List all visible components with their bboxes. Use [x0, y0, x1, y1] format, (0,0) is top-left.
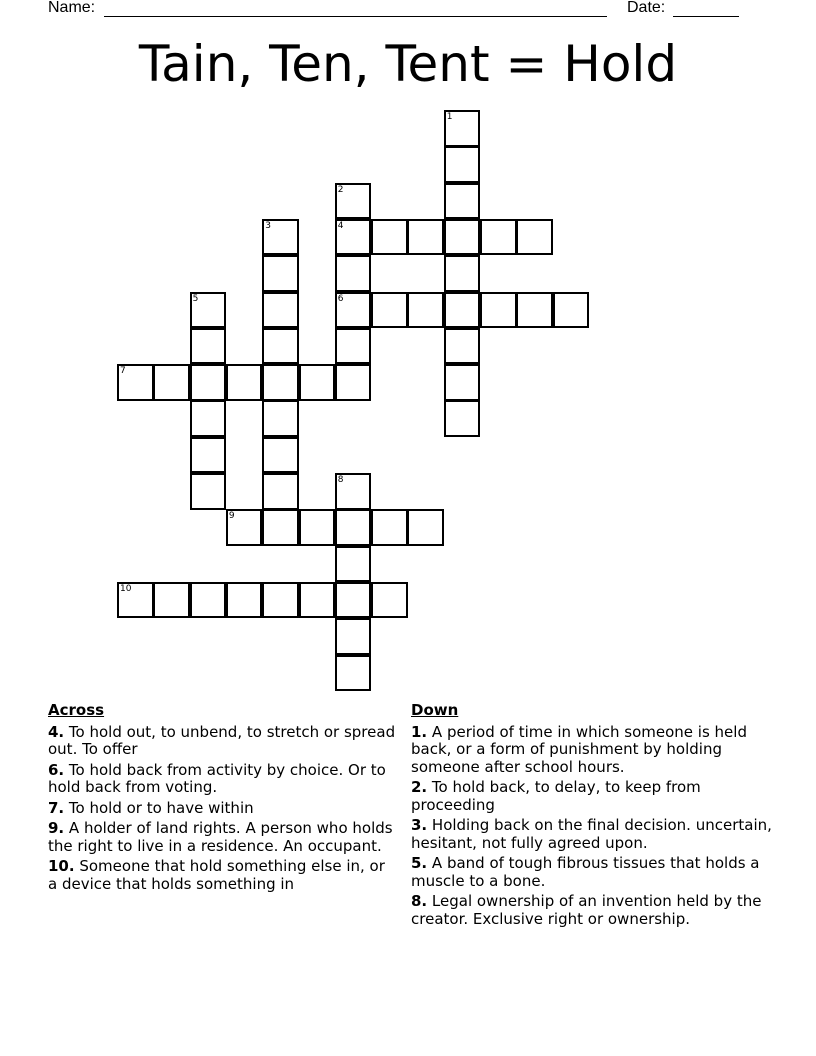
clue-text: To hold out, to unbend, to stretch or spread out. To offer	[48, 722, 396, 758]
clue-number: 4	[337, 220, 344, 231]
grid-cell[interactable]	[335, 655, 372, 692]
clue-number-label: 8.	[411, 892, 428, 910]
grid-cell[interactable]	[335, 546, 372, 583]
across-clues	[48, 702, 398, 896]
clue-number-label: 4.	[48, 722, 65, 741]
date-label: Date:	[627, 0, 666, 16]
grid-cell[interactable]	[226, 509, 263, 546]
grid-cell[interactable]	[444, 255, 481, 292]
grid-cell[interactable]	[262, 400, 299, 437]
grid-cell[interactable]	[444, 328, 481, 365]
grid-cell[interactable]	[262, 292, 299, 329]
grid-cell[interactable]	[262, 255, 299, 292]
grid-cell[interactable]	[335, 183, 372, 220]
grid-cell[interactable]	[371, 292, 408, 329]
clue-text: To hold or to have within	[64, 798, 254, 817]
grid-cell[interactable]	[299, 509, 336, 546]
clue-down-1	[411, 724, 781, 777]
grid-cell[interactable]	[480, 292, 517, 329]
clue-number-label: 5.	[411, 854, 428, 872]
clue-text: Someone that hold something else in, or a device that holds something in	[48, 857, 385, 893]
clue-across-4	[48, 724, 398, 759]
clue-text: A holder of land rights. A person who holds the right to live in a residence. An occupant.	[48, 819, 393, 855]
grid-cell[interactable]	[407, 219, 444, 256]
grid-cell[interactable]	[371, 582, 408, 619]
clue-number-label: 1.	[411, 722, 428, 741]
grid-cell[interactable]	[444, 219, 481, 256]
grid-cell[interactable]	[190, 292, 227, 329]
clue-text: To hold back from activity by choice. Or to hold back from voting.	[48, 760, 386, 796]
clue-text: A period of time in which someone is held back, or a form of punishment by holding someone after school hours.	[411, 722, 747, 776]
clue-number: 10	[120, 583, 132, 594]
grid-cell[interactable]	[226, 364, 263, 401]
clue-number: 2	[337, 184, 344, 195]
grid-cell[interactable]	[153, 582, 190, 619]
grid-cell[interactable]	[190, 364, 227, 401]
grid-cell[interactable]	[407, 292, 444, 329]
grid-cell[interactable]	[371, 509, 408, 546]
grid-cell[interactable]	[516, 292, 553, 329]
grid-cell[interactable]	[299, 364, 336, 401]
grid-cell[interactable]	[516, 219, 553, 256]
grid-cell[interactable]	[480, 219, 517, 256]
clue-down-5	[411, 855, 781, 890]
clue-number: 9	[228, 511, 235, 522]
clue-across-9	[48, 820, 398, 855]
down-clues	[411, 702, 781, 931]
grid-cell[interactable]	[190, 328, 227, 365]
grid-cell[interactable]	[117, 582, 154, 619]
across-heading: Across	[48, 701, 105, 719]
clue-text: Holding back on the final decision. uncertain, hesitant, not fully agreed upon.	[411, 816, 772, 852]
grid-cell[interactable]	[371, 219, 408, 256]
clue-number: 5	[192, 293, 199, 304]
grid-cell[interactable]	[117, 364, 154, 401]
grid-cell[interactable]	[262, 473, 299, 510]
grid-cell[interactable]	[262, 364, 299, 401]
grid-cell[interactable]	[553, 292, 590, 329]
grid-cell[interactable]	[444, 364, 481, 401]
grid-cell[interactable]	[335, 292, 372, 329]
grid-cell[interactable]	[335, 364, 372, 401]
grid-cell[interactable]	[335, 473, 372, 510]
grid-cell[interactable]	[335, 328, 372, 365]
grid-cell[interactable]	[444, 292, 481, 329]
grid-cell[interactable]	[444, 110, 481, 147]
clue-text: Legal ownership of an invention held by the creator. Exclusive right or ownership.	[411, 892, 762, 928]
grid-cell[interactable]	[190, 473, 227, 510]
clue-text: A band of tough fibrous tissues that holds a muscle to a bone.	[411, 854, 760, 890]
grid-cell[interactable]	[335, 219, 372, 256]
clue-across-10	[48, 858, 398, 893]
clue-number: 1	[446, 112, 453, 122]
grid-cell[interactable]	[262, 437, 299, 474]
clue-across-6	[48, 762, 398, 797]
clue-number-label: 2.	[411, 778, 428, 796]
grid-cell[interactable]	[407, 509, 444, 546]
grid-cell[interactable]	[262, 219, 299, 256]
clue-down-8	[411, 893, 781, 928]
grid-cell[interactable]	[226, 582, 263, 619]
clue-number-label: 10.	[48, 857, 75, 875]
grid-cell[interactable]	[153, 364, 190, 401]
grid-cell[interactable]	[262, 509, 299, 546]
grid-cell[interactable]	[444, 400, 481, 437]
clue-number: 8	[337, 475, 344, 485]
grid-cell[interactable]	[444, 146, 481, 183]
grid-cell[interactable]	[335, 582, 372, 619]
clue-number-label: 9.	[48, 819, 65, 837]
down-heading: Down	[411, 701, 459, 719]
grid-cell[interactable]	[262, 582, 299, 619]
grid-cell[interactable]	[190, 400, 227, 437]
clue-number-label: 6.	[48, 760, 65, 779]
clue-text: To hold back, to delay, to keep from proceeding	[411, 778, 701, 814]
grid-cell[interactable]	[190, 437, 227, 474]
clue-number: 6	[337, 293, 344, 304]
clue-number-label: 3.	[411, 816, 428, 834]
grid-cell[interactable]	[262, 328, 299, 365]
grid-cell[interactable]	[299, 582, 336, 619]
clue-down-3	[411, 817, 781, 852]
clue-across-7	[48, 800, 398, 818]
grid-cell[interactable]	[190, 582, 227, 619]
name-label: Name:	[48, 0, 96, 16]
clue-number-label: 7.	[48, 798, 65, 817]
grid-cell[interactable]	[335, 509, 372, 546]
clue-down-2	[411, 779, 781, 814]
clue-number: 3	[265, 220, 271, 231]
grid-cell[interactable]	[444, 183, 481, 220]
page-title: Tain, Ten, Tent = Hold	[138, 35, 678, 93]
clue-number: 7	[120, 366, 126, 377]
grid-cell[interactable]	[335, 255, 372, 292]
grid-cell[interactable]	[335, 618, 372, 655]
